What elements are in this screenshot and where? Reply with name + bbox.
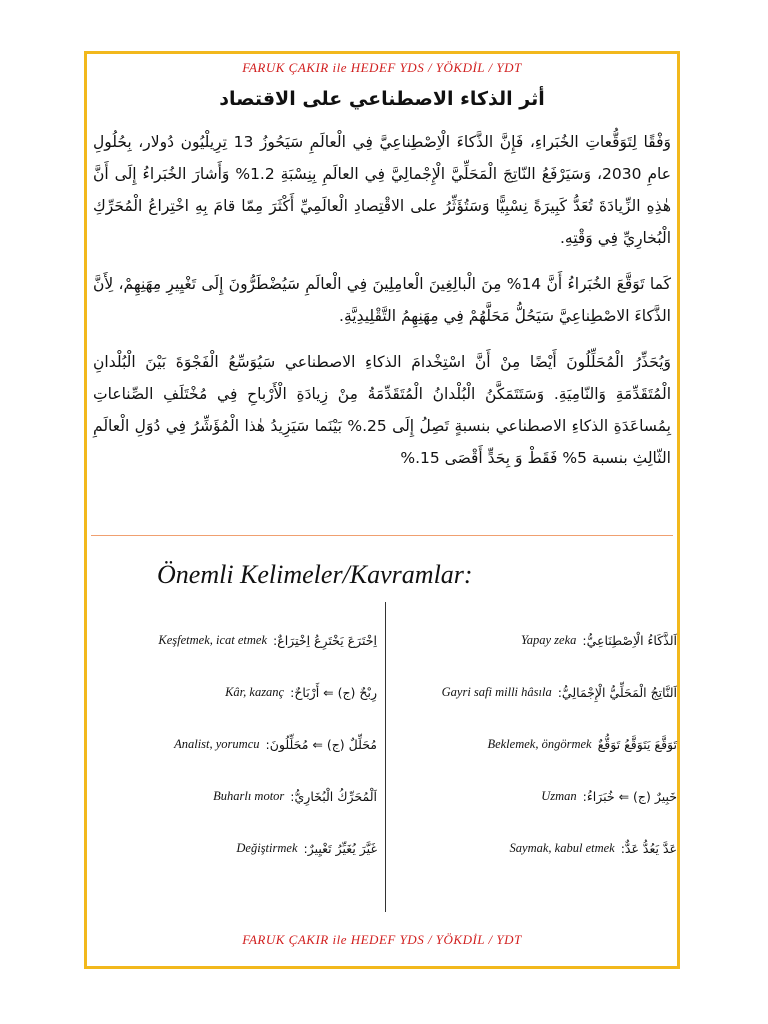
vocab-item: [393, 822, 677, 874]
vocab-arabic: اِخْتَرَعَ يَخْتَرِعُ اِخْتِرَاعٌ:: [273, 632, 377, 648]
vocab-item: [93, 718, 377, 770]
article-body: [93, 126, 671, 488]
vocab-arabic: اَلذَّكَاءُ الْاِصْطِنَاعِيُّ:: [582, 632, 677, 648]
vocab-item: [393, 770, 677, 822]
vocab-column-right: [393, 614, 677, 874]
vocab-item: [393, 614, 677, 666]
vocab-turkish: Kâr, kazanç: [225, 684, 285, 699]
vocab-turkish: Beklemek, öngörmek: [487, 736, 592, 751]
vocab-turkish: Saymak, kabul etmek: [509, 840, 615, 855]
vocab-column-left: [93, 614, 377, 874]
page-header: FARUK ÇAKIR ile HEDEF YDS / YÖKDİL / YDT: [242, 60, 522, 75]
vocab-heading: Önemli Kelimeler/Kavramlar:: [157, 560, 473, 589]
vocab-arabic: خَبِيرٌ (ج) ⇐ خُبَرَاءُ:: [582, 788, 677, 804]
vocab-item: [93, 770, 377, 822]
paragraph-2: كَما تَوَقَّعَ الخُبَراءُ أَنَّ 14% مِنَ الْبالِغِينَ الْعامِلِينَ فِي الْعالَمِ سَيُضْطَرُّونَ إِلَى تَغْيِيرِ مِهَنِهِمْ، لِأَنَّ الذَّكاءَ الاصْطِناعِيَّ سَيَحُلُّ مَحَلَّهُمْ فِي مِهَنِهِمُ التَّقْلِيدِيَّةِ.: [93, 275, 671, 325]
vocab-turkish: Uzman: [541, 788, 577, 803]
vocab-arabic: عَدَّ يَعُدُّ عَدٌّ:: [620, 840, 677, 856]
vocab-item: [393, 666, 677, 718]
vocab-turkish: Buharlı motor: [213, 788, 285, 803]
vocab-turkish: Analist, yorumcu: [174, 736, 260, 751]
column-divider: [385, 602, 386, 912]
paragraph-3: وَيُحَذِّرُ الْمُحَلِّلُونَ أَيْضًا مِنْ أَنَّ اسْتِخْدامَ الذكاءِ الاصطناعي سَيُوَسِّعُ الْفَجْوَةَ بَيْنَ الْبُلْدانِ الْمُتَقَدِّمَةِ وَالنّامِيَةِ. وَسَتَتَمَكَّنُ الْبُلْدانُ الْمُتَقَدِّمَةُ مِنْ زِيادَةِ الْأَرْباحِ فِي مُخْتَلَفِ الصِّناعاتِ بِمُساعَدَةِ الذكاءِ الاصطناعي بنسبةٍ تَصِلُ إِلَى 25.% بَيْنَما سَيَزِيدُ هٰذا الْمُؤَشِّرُ فِي دُوَلِ الْعالَمِ الثّالِثِ بنسبة 5% فَقَطْ وَ بِحَدٍّ أَقْصَى 15.%: [93, 353, 671, 467]
section-divider: [91, 535, 673, 536]
paragraph-1: وَفْقًا لِتَوَقُّعاتِ الخُبَراءِ، فَإِنَّ الذَّكاءَ الْاِصْطِناعِيَّ فِي الْعالَمِ سَيَحُوزُ 13 تِرِيلْيُون دُولار، بِحُلُولِ عامِ 2030، وَسَيَرْفَعُ النّاتِجَ الْمَحَلِّيَّ الْإِجْمالِيَّ فِي العالَمِ بِنِسْبَةِ 1.2% وَأَشارَ الخُبَراءُ إِلَى أَنَّ هٰذِهِ الزِّيادَةَ تُعَدُّ كَبِيرَةً نِسْبِيًّا وَسَتُؤَثِّرُ على الاقْتِصادِ الْعالَمِيِّ أَكْثَرَ مِمّا قامَ بِهِ اخْتِراعُ الْمُحَرِّكِ الْبُخارِيِّ فِي وَقْتِهِ.: [93, 133, 672, 247]
vocab-arabic: اَلْمُحَرِّكُ الْبُخَارِيُّ:: [290, 788, 377, 804]
vocab-turkish: Değiştirmek: [236, 840, 298, 855]
vocab-item: [93, 614, 377, 666]
vocab-turkish: Gayri safi milli hâsıla: [441, 684, 552, 699]
vocab-turkish: Yapay zeka: [520, 632, 577, 647]
vocab-arabic: غَيَّرَ يُغَيِّرُ تَغْيِيرٌ:: [303, 840, 377, 856]
vocab-item: [93, 666, 377, 718]
page-footer: FARUK ÇAKIR ile HEDEF YDS / YÖKDİL / YDT: [242, 932, 522, 947]
vocab-item: [93, 822, 377, 874]
vocab-arabic: مُحَلِّلٌ (ج) ⇐ مُحَلِّلُونَ:: [265, 736, 377, 752]
vocab-arabic: رِبْحٌ (ج) ⇐ أَرْبَاحٌ:: [290, 684, 377, 700]
vocab-item: [393, 718, 677, 770]
page-frame: [84, 51, 680, 969]
vocab-arabic: اَلنَّاتِجُ الْمَحَلِّيُّ الْإِجْمَالِيُّ:: [557, 684, 677, 700]
vocab-turkish: Keşfetmek, icat etmek: [158, 632, 268, 647]
document-title: أثر الذكاء الاصطناعي على الاقتصاد: [219, 88, 545, 110]
vocab-arabic: تَوَقَّعَ يَتَوَقَّعُ تَوَقُّعٌ: [597, 736, 677, 752]
